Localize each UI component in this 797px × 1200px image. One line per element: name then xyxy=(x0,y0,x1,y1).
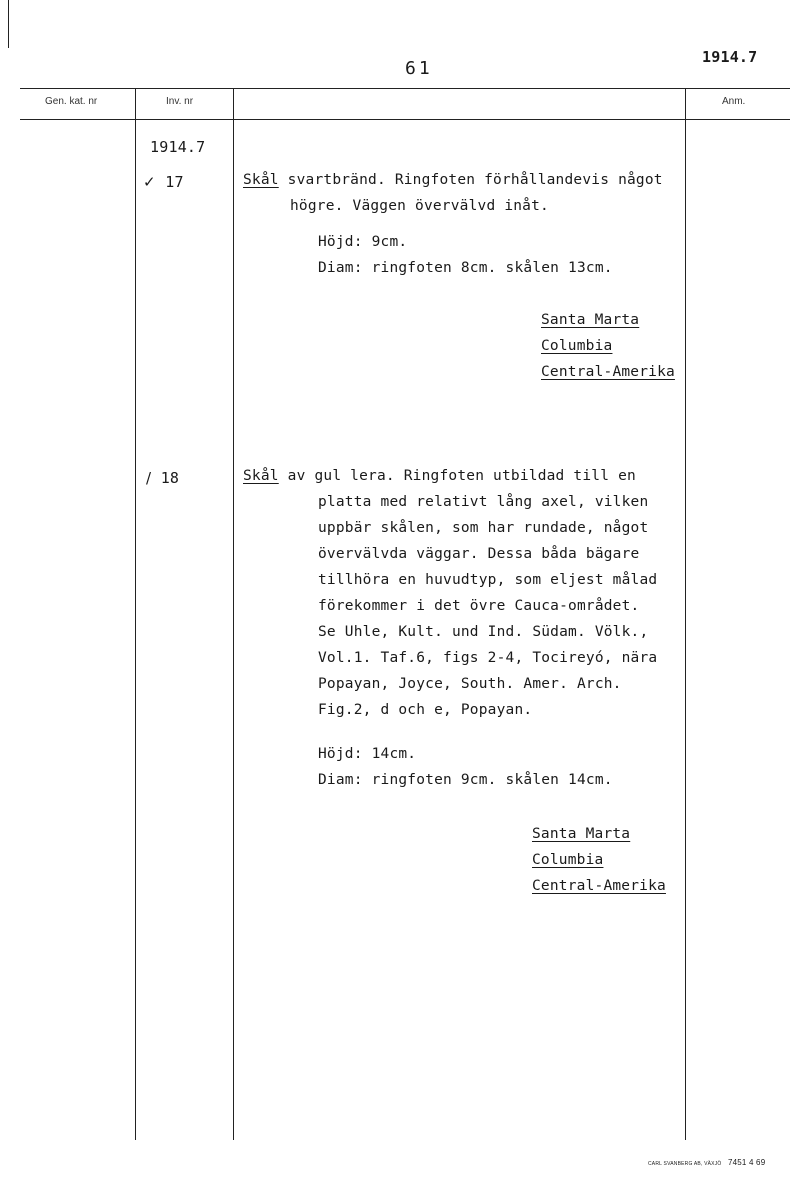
catalog-reference: 1914.7 xyxy=(702,48,758,66)
entry-18-line: tillhöra en huvudtyp, som eljest målad xyxy=(318,572,658,588)
entry-18-lead-word: Skål xyxy=(243,468,279,484)
entry-17-location-1: Santa Marta xyxy=(541,312,640,328)
entry-17-diameter: Diam: ringfoten 8cm. skålen 13cm. xyxy=(318,260,613,276)
entry-18-location-1: Santa Marta xyxy=(532,826,631,842)
column-divider-2 xyxy=(233,88,234,1140)
entry-17-text-1: svartbränd. Ringfoten förhållandevis något xyxy=(278,172,663,188)
entry-17-height: Höjd: 9cm. xyxy=(318,234,408,250)
entry-17-line-1 xyxy=(243,172,663,188)
slash-mark-icon: / xyxy=(146,469,152,487)
column-header-gen-kat: Gen. kat. nr xyxy=(45,96,98,107)
column-header-anm: Anm. xyxy=(722,96,746,107)
entry-18-location-2: Columbia xyxy=(532,852,604,868)
form-code: 7451 4 69 xyxy=(727,1158,766,1167)
entry-18-line: platta med relativt lång axel, vilken xyxy=(318,494,649,510)
entry-17-line-2: högre. Väggen övervälvd inåt. xyxy=(290,198,549,214)
entry-18-line: övervälvda väggar. Dessa båda bägare xyxy=(318,546,640,562)
entry-17-location-3: Central-Amerika xyxy=(541,364,675,380)
column-header-inv: Inv. nr xyxy=(166,96,194,107)
entry-18-line: Fig.2, d och e, Popayan. xyxy=(318,702,533,718)
left-margin-line xyxy=(8,0,9,48)
entry-18-line-1 xyxy=(243,468,636,484)
entry-18-line: Popayan, Joyce, South. Amer. Arch. xyxy=(318,676,622,692)
entry-18-line: Vol.1. Taf.6, figs 2-4, Tocireyó, nära xyxy=(318,650,658,666)
entry-18-diameter: Diam: ringfoten 9cm. skålen 14cm. xyxy=(318,772,613,788)
entry-18-line: uppbär skålen, som har rundade, något xyxy=(318,520,649,536)
page-number: 61 xyxy=(405,58,433,79)
entry-18-line: förekommer i det övre Cauca-området. xyxy=(318,598,640,614)
entry-17-inv xyxy=(143,172,184,191)
column-divider-1 xyxy=(135,88,136,1140)
check-mark-icon: ✓ xyxy=(143,173,156,191)
printer-stamp xyxy=(648,1158,765,1167)
entry-18-location-3: Central-Amerika xyxy=(532,878,666,894)
entry-18-text-1: av gul lera. Ringfoten utbildad till en xyxy=(278,468,636,484)
entry-17-number: 17 xyxy=(165,173,184,191)
entry-17-lead-word: Skål xyxy=(243,172,279,188)
entry-17-location-2: Columbia xyxy=(541,338,613,354)
column-divider-3 xyxy=(685,88,686,1140)
entry-18-number: 18 xyxy=(160,469,180,487)
year-label: 1914.7 xyxy=(150,138,206,156)
printer-name: CARL SVANBERG AB, VÄXJÖ xyxy=(648,1161,722,1167)
entry-18-line: Se Uhle, Kult. und Ind. Südam. Völk., xyxy=(318,624,649,640)
entry-18-height: Höjd: 14cm. xyxy=(318,746,417,762)
entry-18-inv xyxy=(146,468,179,487)
